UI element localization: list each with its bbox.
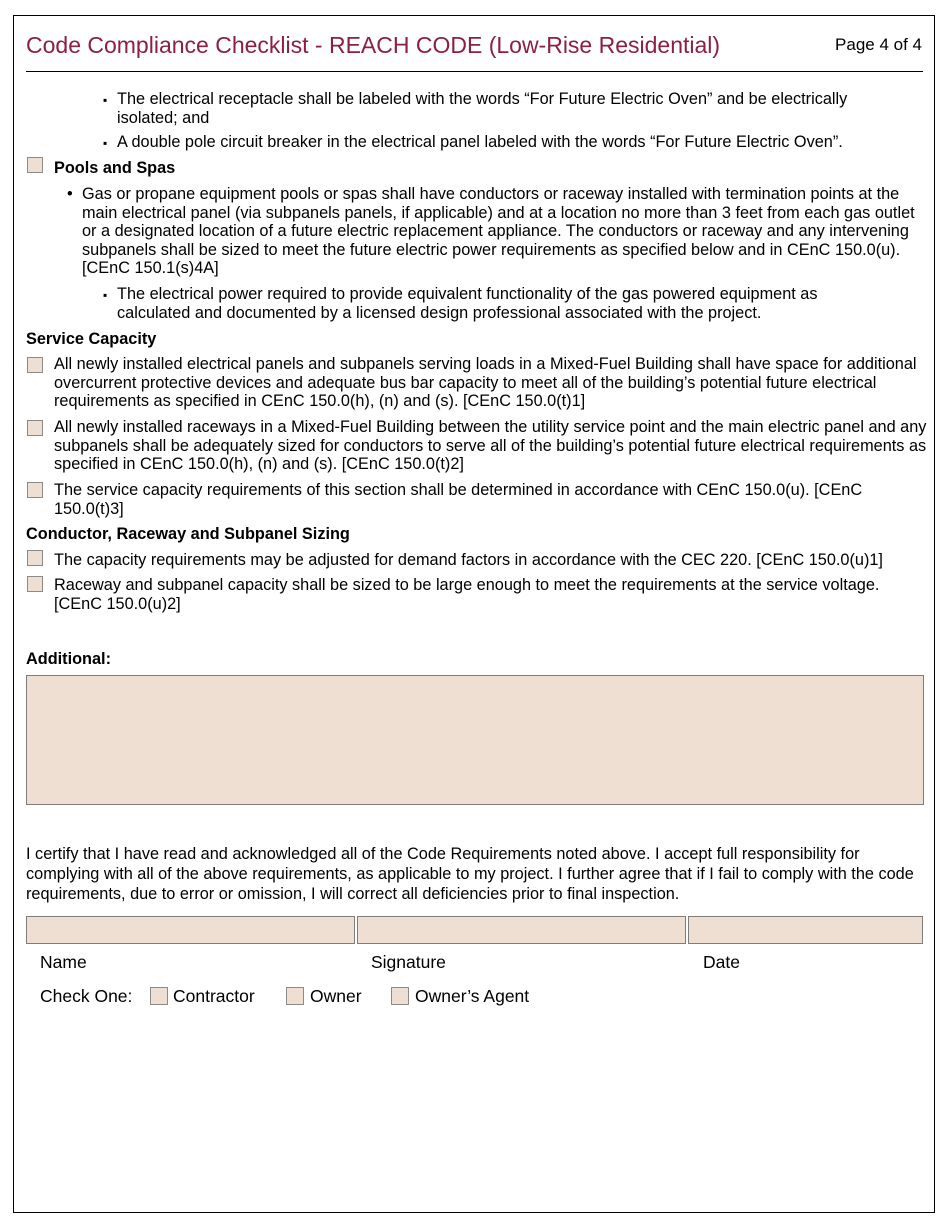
certification-statement: I certify that I have read and acknowledged all of the Code Requirements noted above. I accept full responsibility for complying with all of the above requirements, as applicable to my project. I further agree that if I fail to comply with the code requirements, due to error or omission, I will correct all deficiencies prior to final inspection. [26, 845, 914, 903]
square-bullet-icon: ▪ [103, 136, 108, 150]
contractor-label: Contractor [173, 986, 255, 1006]
service-capacity-checkbox-1[interactable] [27, 357, 43, 373]
service-capacity-heading: Service Capacity [26, 330, 157, 348]
page-number: Page 4 of 4 [835, 35, 922, 54]
signature-field[interactable] [357, 916, 686, 944]
signature-label: Signature [371, 952, 446, 972]
pools-spas-requirement: Gas or propane equipment pools or spas shall have conductors or raceway installed with termination points at the main electrical panel (via subpanels panels, if applicable) and at a location no more than 3 feet from each gas outlet or a designated location of a future electric replacement appliance. The conductors or raceway and any intervening subpanels shall be sized to meet the future electric power requirements as specified below and in CEnC 150.0(u). [CEnC 150.1(s)4A] [82, 185, 915, 277]
service-capacity-item-1: All newly installed electrical panels and subpanels serving loads in a Mixed-Fuel Building shall have space for additional overcurrent protective devices and adequate bus bar capacity to meet all of the building’s potential future electrical requirements as specified in CEnC 150.0(h), (n) and (s). [CEnC 150.0(t)1] [54, 355, 917, 410]
conductor-sizing-checkbox-1[interactable] [27, 550, 43, 566]
header-divider [26, 71, 923, 72]
name-field[interactable] [26, 916, 355, 944]
contractor-checkbox[interactable] [150, 987, 168, 1005]
conductor-sizing-item-2: Raceway and subpanel capacity shall be sized to be large enough to meet the requirements at the service voltage. [CEnC 150.0(u)2] [54, 576, 880, 613]
additional-notes-field[interactable] [26, 675, 924, 805]
service-capacity-checkbox-3[interactable] [27, 482, 43, 498]
pools-spas-heading: Pools and Spas [54, 159, 176, 177]
name-label: Name [40, 952, 87, 972]
pools-spas-subrequirement: The electrical power required to provide equivalent functionality of the gas powered equipment as calculated and documented by a licensed design professional associated with the project. [117, 285, 818, 322]
additional-label: Additional: [26, 650, 112, 668]
owners-agent-label: Owner’s Agent [415, 986, 530, 1006]
service-capacity-item-2: All newly installed raceways in a Mixed-Fuel Building between the utility service point and the main electric panel and any subpanels shall be adequately sized for conductors to serve all of the building’s potential future electrical requirements as specified in CEnC 150.0(h), (n) and (s). [CEnC 150.0(t)2] [54, 418, 927, 473]
square-bullet-icon: ▪ [103, 93, 108, 107]
conductor-sizing-item-1: The capacity requirements may be adjusted for demand factors in accordance with the CEC 220. [CEnC 150.0(u)1] [54, 551, 883, 569]
square-bullet-icon: ▪ [103, 288, 108, 302]
date-label: Date [703, 952, 740, 972]
service-capacity-item-3: The service capacity requirements of this section shall be determined in accordance with CEnC 150.0(u). [CEnC 150.0(t)3] [54, 481, 863, 518]
owner-label: Owner [310, 986, 362, 1006]
oven-bullet-1: The electrical receptacle shall be labeled with the words “For Future Electric Oven” and be electrically isolated; and [117, 90, 848, 127]
check-one-label: Check One: [40, 986, 133, 1006]
owners-agent-checkbox[interactable] [391, 987, 409, 1005]
conductor-sizing-checkbox-2[interactable] [27, 576, 43, 592]
date-field[interactable] [688, 916, 923, 944]
service-capacity-checkbox-2[interactable] [27, 420, 43, 436]
page-title: Code Compliance Checklist - REACH CODE (Low-Rise Residential) [26, 32, 721, 58]
conductor-sizing-heading: Conductor, Raceway and Subpanel Sizing [26, 525, 350, 543]
pools-spas-checkbox[interactable] [27, 157, 43, 173]
oven-bullet-2: A double pole circuit breaker in the electrical panel labeled with the words “For Future Electric Oven”. [117, 133, 843, 151]
bullet-icon: • [67, 185, 73, 203]
owner-checkbox[interactable] [286, 987, 304, 1005]
